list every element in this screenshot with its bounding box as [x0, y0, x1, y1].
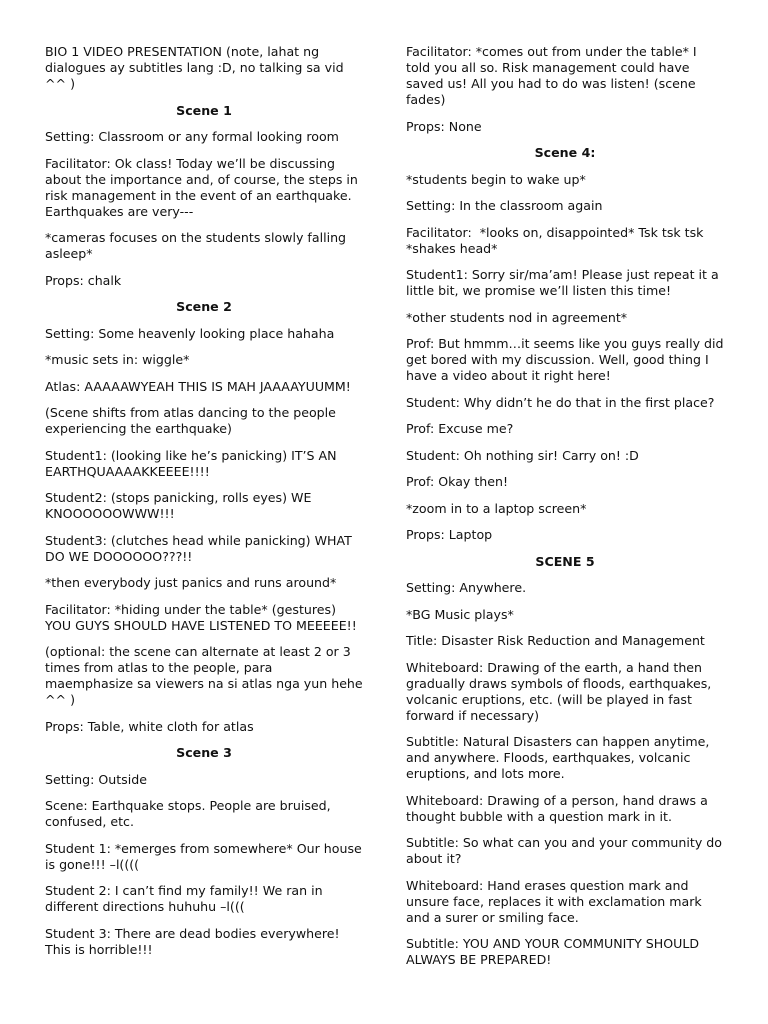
script-paragraph: Whiteboard: Drawing of a person, hand draws a thought bubble with a question mark in it. [406, 792, 712, 824]
script-paragraph: Setting: Outside [45, 771, 147, 787]
script-paragraph: (optional: the scene can alternate at least 2 or 3 times from atlas to the people, para maemphasize sa viewers na si atlas nga yun hehe ^^ ) [45, 644, 367, 707]
script-paragraph: Setting: Anywhere. [406, 580, 527, 595]
script-paragraph: *other students nod in agreement* [406, 309, 628, 325]
script-paragraph: Student: Why didn’t he do that in the first place? [406, 394, 715, 410]
script-paragraph: Facilitator: *comes out from under the table* I told you all so. Risk management could have saved us! All you had to do was listen! (scene fades) [406, 44, 701, 107]
script-paragraph: Facilitator: *hiding under the table* (gestures) YOU GUYS SHOULD HAVE LISTENED TO MEEEEE!! [45, 601, 357, 633]
script-paragraph: Student 3: There are dead bodies everywhere! This is horrible!!! [45, 925, 344, 957]
script-paragraph: Setting: Some heavenly looking place hahaha [45, 325, 335, 341]
scene-heading: Scene 1 [176, 102, 232, 118]
script-paragraph: Setting: In the classroom again [406, 198, 603, 213]
script-paragraph: Student: Oh nothing sir! Carry on! :D [406, 447, 639, 463]
script-paragraph: Whiteboard: Hand erases question mark and unsure face, replaces it with exclamation mark and a surer or smiling face. [406, 877, 706, 925]
script-paragraph: Student3: (clutches head while panicking) WHAT DO WE DOOOOOO???!! [45, 532, 356, 564]
script-paragraph: Student 2: I can’t find my family!! We ran in different directions huhuhu –l((( [45, 883, 327, 914]
script-column-left [45, 44, 367, 968]
script-paragraph: Atlas: AAAAAWYEAH THIS IS MAH JAAAAYUUMM! [45, 378, 351, 394]
script-paragraph: *cameras focuses on the students slowly falling asleep* [45, 230, 351, 261]
script-paragraph: Facilitator: *looks on, disappointed* Tsk tsk tsk *shakes head* [406, 224, 708, 256]
script-paragraph: Props: chalk [45, 272, 122, 288]
script-paragraph: Student 1: *emerges from somewhere* Our house is gone!!! –l(((( [45, 840, 366, 872]
scene-heading: Scene 4: [534, 145, 596, 160]
script-paragraph: Props: Laptop [406, 527, 493, 542]
script-paragraph: Prof: But hmmm…it seems like you guys really did get bored with my discussion. Well, good thing I have a video about it right here! [406, 336, 728, 383]
script-paragraph: *zoom in to a laptop screen* [406, 500, 587, 516]
script-paragraph: BIO 1 VIDEO PRESENTATION (note, lahat ng dialogues ay subtitles lang :D, no talking sa vid ^^ ) [45, 44, 348, 91]
script-paragraph: *music sets in: wiggle* [45, 352, 190, 367]
script-paragraph: *students begin to wake up* [406, 171, 586, 187]
script-paragraph: (Scene shifts from atlas dancing to the people experiencing the earthquake) [45, 405, 340, 436]
script-paragraph: Student2: (stops panicking, rolls eyes) WE KNOOOOOOWWW!!! [45, 490, 316, 521]
script-paragraph: Prof: Excuse me? [406, 421, 514, 436]
script-paragraph: Scene: Earthquake stops. People are bruised, confused, etc. [45, 798, 335, 829]
script-paragraph: Student1: Sorry sir/ma’am! Please just repeat it a little bit, we promise we’ll listen this time! [406, 267, 723, 298]
scene-heading: Scene 3 [176, 745, 232, 760]
script-paragraph: *BG Music plays* [406, 606, 514, 622]
script-paragraph: Facilitator: Ok class! Today we’ll be discussing about the importance and, of course, the steps in risk management in the event of an earthquake. Earthquakes are very--- [45, 155, 362, 219]
script-paragraph: Props: Table, white cloth for atlas [45, 718, 254, 734]
script-paragraph: Subtitle: Natural Disasters can happen anytime, and anywhere. Floods, earthquakes, volcanic eruptions, and lots more. [406, 734, 714, 781]
script-paragraph: Prof: Okay then! [406, 474, 509, 489]
script-paragraph: Props: None [406, 118, 482, 134]
script-paragraph: Title: Disaster Risk Reduction and Management [406, 633, 705, 648]
script-paragraph: Student1: (looking like he’s panicking) IT’S AN EARTHQUAAAAKKEEEE!!!! [45, 447, 341, 479]
script-paragraph: Subtitle: So what can you and your community do about it? [406, 835, 727, 866]
scene-heading: SCENE 5 [535, 553, 595, 569]
script-paragraph: Subtitle: YOU AND YOUR COMMUNITY SHOULD ALWAYS BE PREPARED! [406, 936, 704, 967]
script-paragraph: Setting: Classroom or any formal looking room [45, 129, 339, 144]
script-column-right [406, 44, 728, 979]
script-paragraph: Whiteboard: Drawing of the earth, a hand then gradually draws symbols of floods, earthquakes, volcanic eruptions, etc. (will be played in fast forward if necessary) [406, 659, 716, 723]
scene-heading: Scene 2 [176, 299, 232, 314]
script-paragraph: *then everybody just panics and runs around* [45, 575, 337, 590]
